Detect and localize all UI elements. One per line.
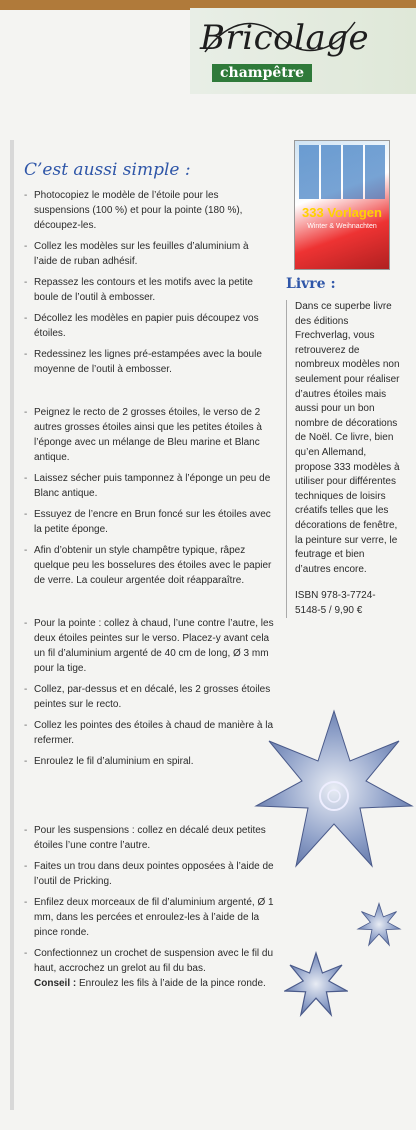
step-item: - Collez les pointes des étoiles à chaud de manière à la refermer. — [24, 718, 274, 748]
step-item: - Repassez les contours et les motifs avec la petite boule de l’outil à embosser. — [24, 275, 274, 305]
book-cover-title: 333 Vorlagen — [302, 205, 382, 220]
spacer — [24, 383, 274, 405]
step-item: - Afin d’obtenir un style champêtre typique, râpez quelque peu les bosselures des étoiles avec le papier de verre. La couleur argentée doit réapparaître. — [24, 543, 274, 588]
step-text: Confectionnez un crochet de suspension avec le fil du haut, accrochez un grelot au fil du bas. — [34, 948, 274, 974]
book-cover-subtitle: Winter & Weihnachten — [307, 223, 377, 230]
step-item: - Pour la pointe : collez à chaud, l’une contre l’autre, les deux étoiles peintes sur le verso. Placez-y avant cela un fil d’aluminium argenté de 40 cm de long, Ø 3 mm pour la tige. — [24, 616, 274, 676]
steps-group-4 — [24, 823, 274, 991]
book-cover-image — [294, 140, 390, 270]
section-subtitle: champêtre — [212, 64, 312, 82]
step-item: - Collez les modèles sur les feuilles d’aluminium à l’aide de ruban adhésif. — [24, 239, 274, 269]
step-item: - Enroulez le fil d’aluminium en spiral. — [24, 754, 274, 769]
tip-text: Enroulez les fils à l’aide de la pince ronde. — [79, 978, 266, 989]
step-item: - Peignez le recto de 2 grosses étoiles, le verso de 2 autres grosses étoiles ainsi que les petites étoiles à l’éponge avec un mélange de Bleu marine et Blanc antique. — [24, 405, 274, 465]
small-star-icon — [284, 950, 348, 1020]
spacer — [24, 775, 274, 823]
book-heading: Livre : — [286, 276, 336, 292]
instructions-heading: C’est aussi simple : — [24, 160, 191, 180]
small-star-icon — [356, 902, 402, 948]
step-item: - Redessinez les lignes pré-estampées avec la boule moyenne de l’outil à embosser. — [24, 347, 274, 377]
book-isbn: ISBN 978-3-7724-5148-5 / 9,90 € — [295, 590, 376, 616]
large-star-icon — [254, 706, 414, 876]
section-title: Bricolage — [200, 18, 370, 58]
step-item: - Essuyez de l’encre en Brun foncé sur les étoiles avec la petite éponge. — [24, 507, 274, 537]
steps-group-3 — [24, 616, 274, 769]
step-item: - Faites un trou dans deux pointes opposées à l’aide de l’outil de Pricking. — [24, 859, 274, 889]
book-cover-grid — [299, 145, 385, 199]
step-item: - Collez, par-dessus et en décalé, les 2 grosses étoiles peintes sur le recto. — [24, 682, 274, 712]
spacer — [24, 594, 274, 616]
tip-label: Conseil : — [34, 978, 77, 989]
step-item — [24, 946, 274, 991]
instructions-column — [24, 160, 274, 997]
step-item: - Pour les suspensions : collez en décalé deux petites étoiles l’une contre l’autre. — [24, 823, 274, 853]
step-item: - Décollez les modèles en papier puis découpez vos étoiles. — [24, 311, 274, 341]
step-item: - Enfilez deux morceaux de fil d’aluminium argenté, Ø 1 mm, dans les percées et enroulez-les à l’aide de la pince ronde. — [24, 895, 274, 940]
book-description: Dans ce superbe livre des éditions Frechverlag, vous retrouverez de nombreux modèles non seulement pour réaliser d’autres étoiles mais aussi pour un bon nombre de décorations de Noël. Ce livre, bien qu’en Allemand, propose 333 modèles à utiliser pour différentes techniques de loisirs créatifs telles que les décorations de fenêtre, la peinture sur verre, le feutrage et bien d’autres encore. — [295, 301, 400, 575]
page-edge-shadow — [10, 140, 14, 1110]
steps-group-2 — [24, 405, 274, 588]
step-item: - Laissez sécher puis tamponnez à l’éponge un peu de Blanc antique. — [24, 471, 274, 501]
book-description-box — [286, 300, 401, 618]
step-item: - Photocopiez le modèle de l’étoile pour les suspensions (100 %) et pour la pointe (180 %), découpez-les. — [24, 188, 274, 233]
steps-group-1 — [24, 188, 274, 377]
